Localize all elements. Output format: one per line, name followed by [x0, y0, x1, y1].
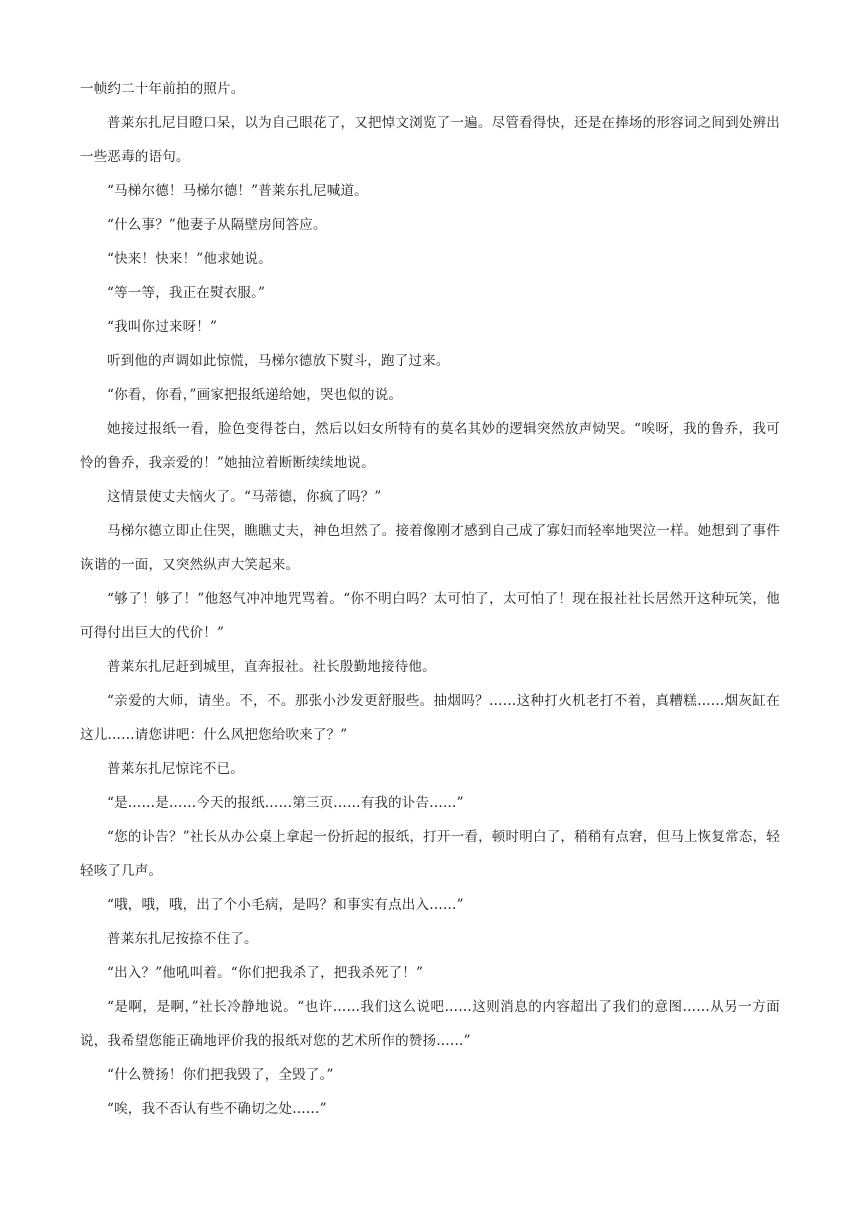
- paragraph: 普莱东扎尼惊诧不已。: [107, 761, 244, 777]
- paragraph: “出入？”他吼叫着。“你们把我杀了，把我杀死了！”: [107, 965, 424, 981]
- paragraph: 普莱东扎尼按捺不住了。: [107, 931, 258, 947]
- paragraph: “什么事？”他妻子从隔壁房间答应。: [107, 217, 327, 233]
- paragraph: “够了！够了！”他怒气冲冲地咒骂着。“你不明白吗？太可怕了，太可怕了！现在报社社长居然开这种玩笑，他可得付出巨大的代价！”: [80, 591, 780, 641]
- paragraph: “是……是……今天的报纸……第三页……有我的讣告……”: [107, 795, 464, 811]
- paragraph: 普莱东扎尼目瞪口呆，以为自己眼花了，又把悼文浏览了一遍。尽管看得快，还是在捧场的形容词之间到处辨出一些恶毒的语句。: [80, 115, 780, 165]
- paragraph: “我叫你过来呀！”: [107, 319, 218, 335]
- paragraph: 这情景使丈夫恼火了。“马蒂德，你疯了吗？”: [107, 489, 382, 505]
- story-text: [80, 72, 780, 1126]
- paragraph: “什么赞扬！你们把我毁了，全毁了。”: [107, 1067, 334, 1083]
- paragraph: “你看，你看，”画家把报纸递给她，哭也似的说。: [107, 387, 403, 403]
- paragraph: “是啊，是啊，”社长冷静地说。“也许……我们这么说吧……这则消息的内容超出了我们的意图……从另一方面说，我希望您能正确地评价我的报纸对您的艺术所作的赞扬……”: [80, 999, 780, 1049]
- paragraph: “亲爱的大师，请坐。不，不。那张小沙发更舒服些。抽烟吗？……这种打火机老打不着，真糟糕……烟灰缸在这儿……请您讲吧：什么风把您给吹来了？”: [80, 693, 780, 743]
- paragraph: “您的讣告？”社长从办公桌上拿起一份折起的报纸，打开一看，顿时明白了，稍稍有点窘，但马上恢复常态，轻轻咳了几声。: [80, 829, 780, 879]
- paragraph: 她接过报纸一看，脸色变得苍白，然后以妇女所特有的莫名其妙的逻辑突然放声恸哭。“唉呀，我的鲁乔，我可怜的鲁乔，我亲爱的！”她抽泣着断断续续地说。: [80, 421, 780, 471]
- paragraph: “等一等，我正在熨衣服。”: [107, 285, 266, 301]
- paragraph: 听到他的声调如此惊慌，马梯尔德放下熨斗，跑了过来。: [107, 353, 450, 369]
- paragraph: 马梯尔德立即止住哭，瞧瞧丈夫，神色坦然了。接着像刚才感到自己成了寡妇而轻率地哭泣一样。她想到了事件诙谐的一面，又突然纵声大笑起来。: [80, 523, 780, 573]
- paragraph: “哦，哦，哦，出了个小毛病，是吗？和事实有点出入……”: [107, 897, 464, 913]
- paragraph: 一帧约二十年前拍的照片。: [80, 81, 245, 97]
- paragraph: “快来！快来！”他求她说。: [107, 251, 272, 267]
- paragraph: “唉，我不否认有些不确切之处……”: [107, 1101, 327, 1117]
- paragraph: 普莱东扎尼赶到城里，直奔报社。社长殷勤地接待他。: [107, 659, 436, 675]
- paragraph: “马梯尔德！马梯尔德！”普莱东扎尼喊道。: [107, 183, 368, 199]
